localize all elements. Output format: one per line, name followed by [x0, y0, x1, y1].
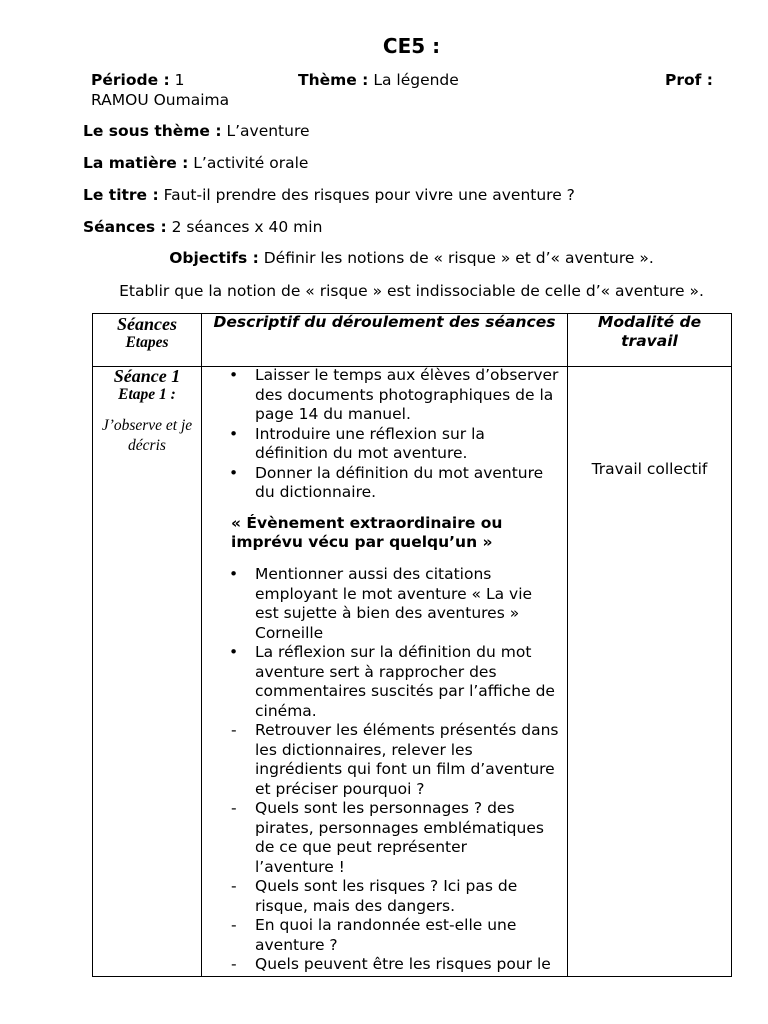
question-item-text: Quels sont les personnages ? des pirates, personnages emblématiques de ce que peut représenter l’aventure ! [255, 799, 544, 876]
question-item [201, 955, 567, 975]
theme-value: La légende [373, 71, 459, 89]
lesson-table [92, 313, 732, 977]
seance-cell [93, 367, 201, 976]
list-item [201, 464, 567, 503]
dash-marker: - [231, 916, 237, 934]
field-value: L’activité orale [193, 154, 309, 172]
table-border-right [731, 313, 732, 977]
list-item [201, 565, 567, 643]
field-label: Le titre : [83, 186, 159, 204]
dash-marker: - [231, 721, 237, 739]
list-item [201, 643, 567, 721]
bullet-marker: • [229, 366, 239, 384]
periode-label: Période : [91, 71, 170, 89]
dash-marker: - [231, 955, 237, 973]
list-item [201, 425, 567, 464]
field-value: 2 séances x 40 min [171, 218, 323, 236]
objectifs-label: Objectifs : [169, 249, 259, 267]
bullet-list [201, 565, 567, 721]
question-item [201, 721, 567, 799]
field-label: Séances : [83, 218, 167, 236]
bullet-marker: • [229, 643, 239, 661]
periode [91, 70, 185, 90]
list-item-text: Donner la définition du mot aventure du dictionnaire. [255, 463, 544, 501]
question-item-text: Quels sont les risques ? Ici pas de risque, mais des dangers. [255, 877, 518, 915]
dash-marker: - [231, 799, 237, 817]
field-value: L’aventure [226, 122, 310, 140]
field-value: Faut-il prendre des risques pour vivre une aventure ? [163, 186, 575, 204]
table-column-divider [567, 313, 568, 977]
page-title: CE5 : [382, 34, 441, 58]
list-item [201, 366, 567, 425]
etape-label: Etape 1 : [118, 386, 176, 403]
seance-title: Séance 1 [113, 367, 181, 386]
question-item-text: Retrouver les éléments présentés dans les dictionnaires, relever les ingrédients qui font un film d’aventure et préciser pourquoi ? [255, 721, 559, 798]
field-titre [83, 185, 575, 205]
modalite-value: Travail collectif [591, 460, 708, 478]
field-sous-theme [83, 121, 310, 141]
theme [298, 70, 459, 90]
objectifs [92, 248, 731, 268]
header-modalite: Modalité de travail [597, 313, 702, 350]
field-label: Le sous thème : [83, 122, 222, 140]
question-item-text: Quels peuvent être les risques pour le [255, 955, 551, 973]
question-item [201, 877, 567, 916]
table-border-bottom [92, 976, 732, 977]
objectifs-text: Définir les notions de « risque » et d’« aventure ». [263, 249, 654, 267]
bullet-list [201, 366, 567, 503]
field-seances [83, 217, 322, 237]
list-item-text: La réflexion sur la définition du mot aventure sert à rapprocher des commentaires suscités par l’affiche de cinéma. [255, 643, 555, 720]
theme-label: Thème : [298, 71, 369, 89]
question-item [201, 916, 567, 955]
bullet-marker: • [229, 463, 239, 482]
prof-label: Prof : [665, 71, 713, 89]
header-seances: Séances [117, 314, 177, 334]
field-matiere [83, 153, 308, 173]
prof-value: RAMOU Oumaima [91, 91, 230, 109]
definition-quote: « Évènement extraordinaire ou imprévu vécu par quelqu’un » [231, 513, 503, 551]
header-descriptif: Descriptif du déroulement des séances [213, 313, 556, 331]
dash-marker: - [231, 877, 237, 895]
question-item-text: En quoi la randonnée est-elle une aventure ? [255, 916, 517, 954]
bullet-marker: • [229, 565, 239, 583]
list-item-text: Introduire une réflexion sur la définition du mot aventure. [255, 424, 485, 462]
periode-value: 1 [174, 71, 185, 89]
etape-title: J’observe et je décris [101, 417, 193, 454]
bullet-marker: • [229, 424, 239, 443]
question-item [201, 799, 567, 877]
list-item-text: Mentionner aussi des citations employant le mot aventure « La vie est sujette à bien des aventures » Corneille [255, 565, 533, 642]
header-seances-cell [93, 314, 201, 366]
question-list [201, 721, 567, 975]
field-label: La matière : [83, 154, 189, 172]
descriptif-cell [201, 366, 567, 976]
list-item-text: Laisser le temps aux élèves d’observer des documents photographiques de la page 14 du manuel. [255, 366, 559, 423]
header-etapes: Etapes [125, 334, 169, 351]
objectifs-second-line: Etablir que la notion de « risque » est indissociable de celle d’« aventure ». [119, 282, 704, 300]
